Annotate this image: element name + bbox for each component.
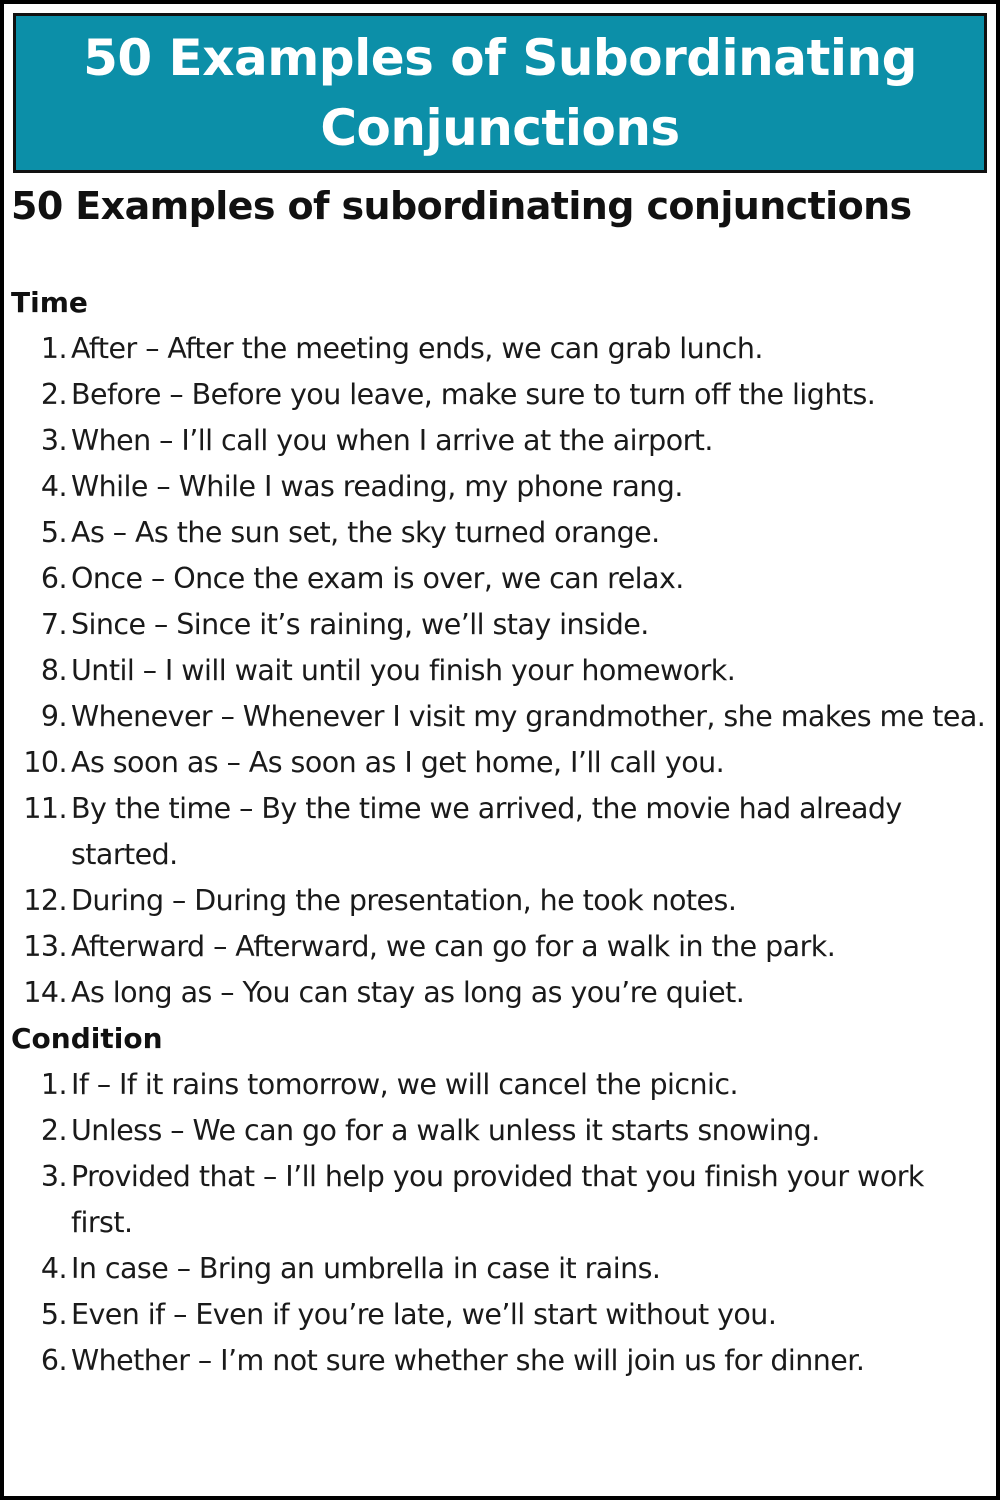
item-number: 11. [23, 792, 67, 825]
item-number: 1. [40, 1068, 67, 1101]
item-text: As soon as – As soon as I get home, I’ll call you. [71, 746, 725, 779]
item-text: Afterward – Afterward, we can go for a walk in the park. [71, 930, 836, 963]
item-number: 5. [40, 1298, 67, 1331]
item-text: When – I’ll call you when I arrive at the airport. [71, 424, 713, 457]
item-text: Unless – We can go for a walk unless it starts snowing. [71, 1114, 820, 1147]
item-number: 3. [40, 1160, 67, 1193]
item-text: As – As the sun set, the sky turned orange. [71, 516, 660, 549]
list-item [11, 878, 991, 924]
item-text: If – If it rains tomorrow, we will cancel the picnic. [71, 1068, 738, 1101]
item-text: Even if – Even if you’re late, we’ll start without you. [71, 1298, 777, 1331]
item-number: 14. [23, 976, 67, 1009]
item-text: As long as – You can stay as long as you’re quiet. [71, 976, 745, 1009]
item-number: 5. [40, 516, 67, 549]
list-item [11, 924, 991, 970]
item-number: 6. [40, 562, 67, 595]
list-item [11, 510, 991, 556]
list-item [11, 648, 991, 694]
list-item [11, 970, 991, 1016]
section-heading-time: Time [11, 286, 88, 319]
item-number: 7. [40, 608, 67, 641]
item-text: Whenever – Whenever I visit my grandmother, she makes me tea. [71, 700, 986, 733]
item-number: 1. [40, 332, 67, 365]
list-item [11, 556, 991, 602]
item-text: Once – Once the exam is over, we can relax. [71, 562, 684, 595]
list-item [11, 1062, 991, 1108]
list-item [11, 1154, 991, 1246]
item-number: 2. [40, 378, 67, 411]
list-item [11, 1246, 991, 1292]
item-number: 8. [40, 654, 67, 687]
list-item [11, 372, 991, 418]
list-item [11, 418, 991, 464]
list-item [11, 1108, 991, 1154]
list-item [11, 464, 991, 510]
item-number: 4. [40, 1252, 67, 1285]
list-item [11, 694, 991, 740]
item-number: 4. [40, 470, 67, 503]
section-heading-condition: Condition [11, 1022, 163, 1055]
content [11, 280, 991, 1384]
item-number: 13. [23, 930, 67, 963]
item-text: In case – Bring an umbrella in case it rains. [71, 1252, 661, 1285]
item-number: 2. [40, 1114, 67, 1147]
item-text: Before – Before you leave, make sure to turn off the lights. [71, 378, 876, 411]
item-number: 12. [23, 884, 67, 917]
list-item [11, 740, 991, 786]
item-text: Until – I will wait until you finish your homework. [71, 654, 736, 687]
item-number: 6. [40, 1344, 67, 1377]
item-text: Provided that – I’ll help you provided that you finish your work first. [71, 1160, 924, 1239]
item-text: During – During the presentation, he took notes. [71, 884, 737, 917]
item-number: 3. [40, 424, 67, 457]
list-item [11, 1338, 991, 1384]
item-number: 10. [23, 746, 67, 779]
list-item [11, 1292, 991, 1338]
item-text: After – After the meeting ends, we can grab lunch. [71, 332, 763, 365]
page-frame [4, 4, 996, 1496]
section-title: 50 Examples of subordinating conjunctions [11, 184, 912, 228]
item-text: Whether – I’m not sure whether she will join us for dinner. [71, 1344, 865, 1377]
list-item [11, 326, 991, 372]
title-banner [13, 13, 987, 173]
item-number: 9. [40, 700, 67, 733]
page-title: 50 Examples of Subordinating Conjunctions [83, 29, 917, 157]
list-item [11, 602, 991, 648]
time-list [11, 326, 991, 1016]
condition-list [11, 1062, 991, 1384]
item-text: While – While I was reading, my phone rang. [71, 470, 683, 503]
list-item [11, 786, 991, 878]
item-text: Since – Since it’s raining, we’ll stay inside. [71, 608, 649, 641]
item-text: By the time – By the time we arrived, the movie had already started. [71, 792, 902, 871]
